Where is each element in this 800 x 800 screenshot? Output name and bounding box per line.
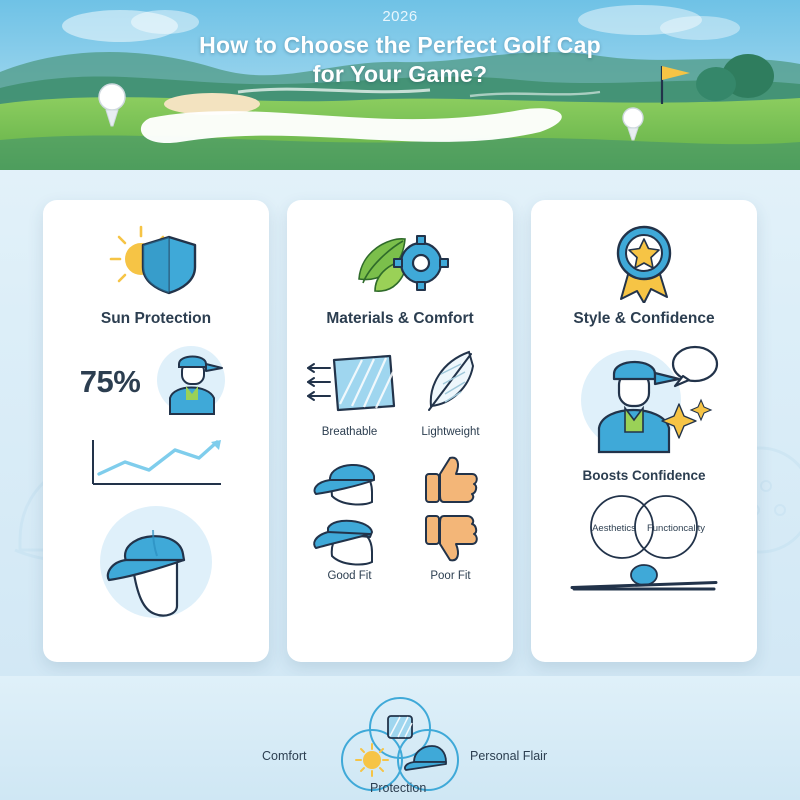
page-title-line1: How to Choose the Perfect Golf Cap <box>199 32 601 58</box>
sun-icon <box>356 744 388 776</box>
hero-title-block <box>0 8 800 90</box>
balance-scale-icon <box>572 565 716 589</box>
card-title-materials-comfort: Materials & Comfort <box>326 310 474 327</box>
sun-protection-stat-row <box>80 342 233 422</box>
golfer-with-cap-icon <box>146 342 232 422</box>
sparkle-small-icon <box>691 400 711 420</box>
award-ribbon-icon <box>599 218 689 304</box>
card-sun-protection[interactable] <box>43 200 269 662</box>
card-title-style-confidence: Style & Confidence <box>573 310 715 327</box>
thumbs-up-cell <box>400 452 501 508</box>
material-label-poor-fit: Poor Fit <box>430 570 471 582</box>
material-label-breathable: Breathable <box>321 426 378 438</box>
thumbs-up-icon <box>416 452 486 508</box>
aesthetics-functionality-venn <box>554 489 734 601</box>
card-style-confidence[interactable] <box>531 200 757 662</box>
material-item-breathable <box>299 344 400 438</box>
footer-label-personal-flair: Personal Flair <box>470 749 548 763</box>
page-title <box>0 31 800 90</box>
leaf-gear-icon <box>345 218 455 304</box>
cards-row <box>0 200 800 662</box>
material-label-good-fit: Good Fit <box>327 570 372 582</box>
thumbs-down-cell <box>400 510 501 566</box>
line-chart-icon <box>81 432 231 496</box>
speech-bubble-icon <box>673 347 717 386</box>
material-label-lightweight: Lightweight <box>421 426 480 438</box>
material-item-lightweight <box>400 344 501 438</box>
fabric-swatch-icon <box>388 716 412 738</box>
hero-year: 2026 <box>382 8 418 25</box>
footer-label-protection: Protection <box>370 781 427 795</box>
cap-icon <box>405 746 446 770</box>
footer-label-comfort: Comfort <box>262 749 307 763</box>
page-title-line2: for Your Game? <box>312 61 488 88</box>
fit-poor-icon-cell <box>299 510 400 566</box>
card-title-sun-protection: Sun Protection <box>100 310 212 327</box>
fit-good-icon-cell <box>299 452 400 508</box>
blue-cap-portrait-icon <box>81 502 231 626</box>
card-materials-comfort[interactable] <box>287 200 513 662</box>
confident-golfer-icon <box>559 342 729 458</box>
breathable-fabric-icon <box>302 344 398 422</box>
venn-label-aesthetics: Aesthetics <box>592 523 636 534</box>
sun-protection-stat-value: 75% <box>79 364 141 399</box>
fit-labels-row <box>299 566 501 582</box>
feather-icon <box>411 344 491 422</box>
materials-grid-top <box>299 344 501 438</box>
materials-grid-bottom <box>299 452 501 566</box>
poor-fit-cap-icon <box>304 510 396 566</box>
sun-shield-icon <box>101 218 211 304</box>
boost-confidence-label: Boosts Confidence <box>582 468 706 483</box>
venn-label-functionality: Functioncality <box>646 523 706 534</box>
good-fit-cap-icon <box>304 452 396 508</box>
thumbs-down-icon <box>416 510 486 566</box>
hero-banner <box>0 0 800 170</box>
